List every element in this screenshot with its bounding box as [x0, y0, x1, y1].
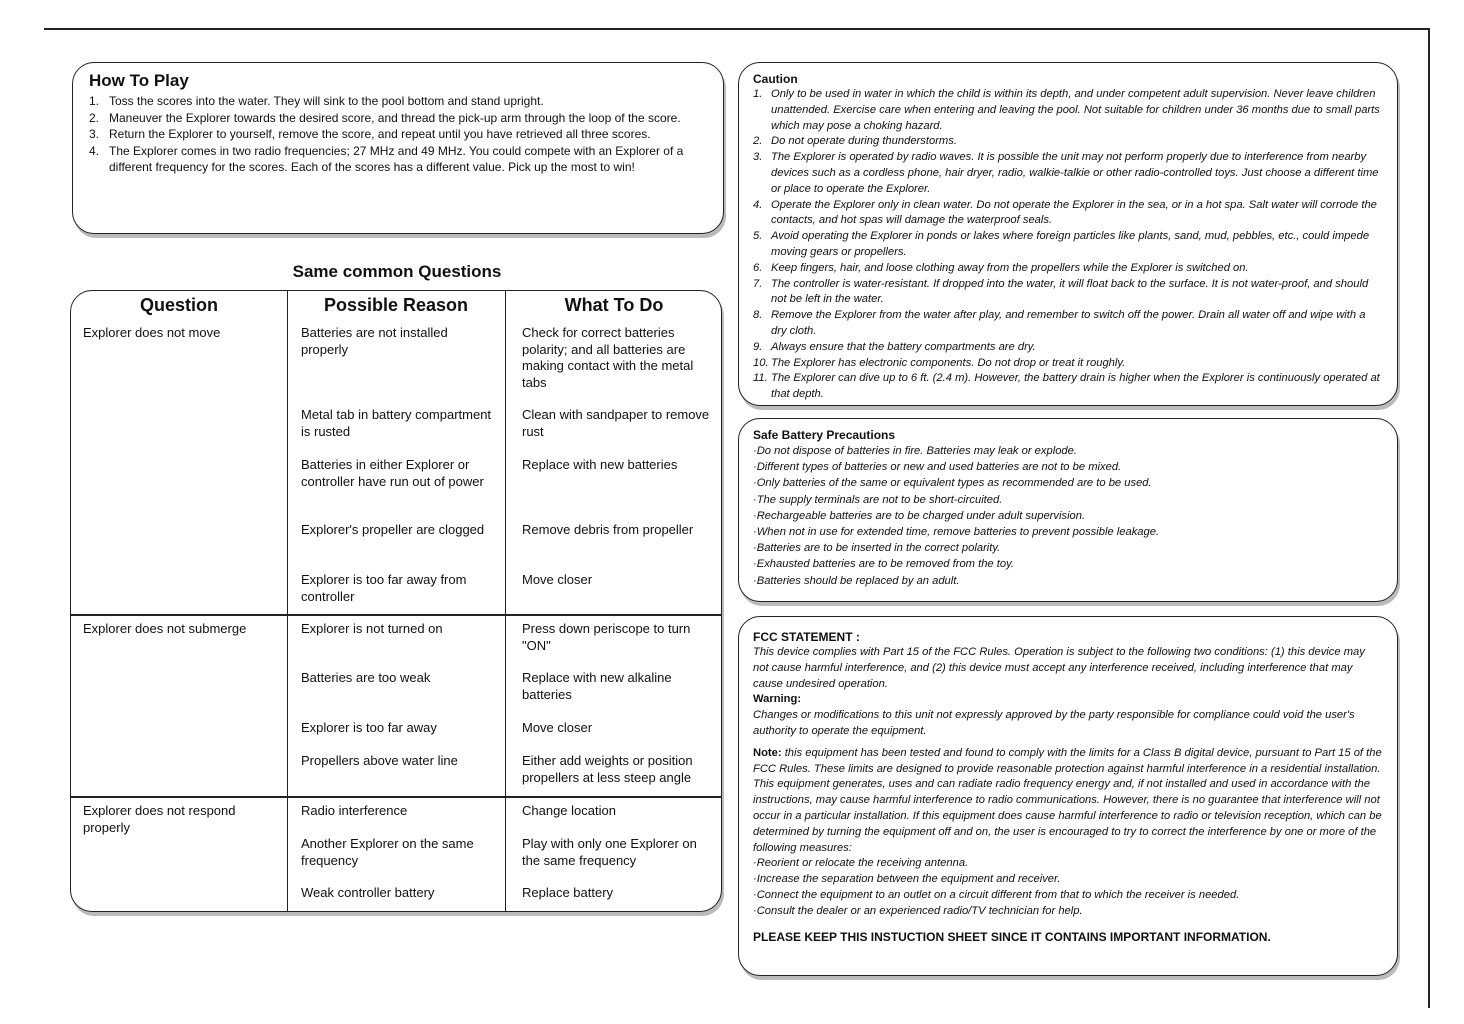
fcc-measure: ·Increase the separation between the equipment and receiver. [753, 873, 1061, 886]
caution-item [753, 356, 1383, 372]
todo-cell: Change location [522, 803, 616, 818]
caution-item [753, 277, 1383, 309]
how-to-play-title: How To Play [89, 71, 189, 90]
caution-number: 5. [753, 230, 763, 243]
fcc-title: FCC STATEMENT : [753, 630, 860, 644]
faq-table [70, 290, 722, 912]
caution-number: 9. [753, 340, 763, 353]
caution-item [753, 198, 1383, 230]
caution-number: 3. [753, 151, 763, 164]
battery-item: ·Rechargeable batteries are to be charged under adult supervision. [753, 509, 1086, 522]
caution-item [753, 308, 1383, 340]
caution-item [753, 229, 1383, 261]
todo-cell: Check for correct batteries polarity; and all batteries are making contact with the metal tabs [522, 325, 694, 390]
caution-number: 11. [753, 372, 768, 385]
battery-title: Safe Battery Precautions [753, 428, 896, 442]
caution-title: Caution [753, 72, 798, 86]
how-to-play-box [72, 62, 724, 234]
caution-text: Do not operate during thunderstorms. [771, 135, 957, 148]
reason-cell: Batteries are too weak [301, 670, 431, 685]
question-cell: Explorer does not submerge [83, 621, 247, 636]
todo-cell: Replace with new alkaline batteries [522, 670, 672, 702]
caution-text: Remove the Explorer from the water after play, and remember to switch off the power. Drain all water off and wipe with a dry cloth. [771, 309, 1366, 337]
header-what-to-do: What To Do [564, 295, 664, 315]
step-text: Return the Explorer to yourself, remove the score, and repeat until you have retrieved all three scores. [109, 127, 651, 141]
caution-number: 2. [753, 135, 763, 148]
question-cell: Explorer does not respond properly [83, 803, 236, 835]
fcc-warning-text: Changes or modifications to this unit not expressly approved by the party responsible for compliance could void the user's authority to operate the equipment. [753, 709, 1355, 737]
battery-item: ·Only batteries of the same or equivalent types as recommended are to be used. [753, 477, 1152, 490]
battery-item: ·Batteries should be replaced by an adult. [753, 574, 960, 587]
battery-item: ·The supply terminals are not to be short-circuited. [753, 493, 1003, 506]
group-divider [71, 796, 721, 798]
column-divider [287, 291, 288, 911]
caution-number: 6. [753, 261, 763, 274]
caution-text: Avoid operating the Explorer in ponds or lakes where foreign particles like plants, sand, mud, pebbles, etc., could impede moving gears or propellers. [771, 230, 1370, 258]
battery-item: ·Exhausted batteries are to be removed from the toy. [753, 558, 1014, 571]
reason-cell: Batteries are not installed properly [301, 325, 448, 357]
caution-item [753, 150, 1383, 197]
faq-title: Same common Questions [292, 262, 502, 281]
step-item [89, 93, 709, 110]
todo-cell: Either add weights or position propellers at less steep angle [522, 753, 693, 785]
reason-cell: Another Explorer on the same frequency [301, 836, 474, 868]
fcc-note-text: this equipment has been tested and found to comply with the limits for a Class B digital device, pursuant to Part 15 of the FCC Rules. These limits are designed to provide reasonable protection against harmful interference in a residential installation. This equipment generates, uses and can radiate radio frequency energy and, if not installed and used in accordance with the instructions, may cause harmful interference to radio communications. However, there is no guarantee that interference will not occur in a particular installation. If this equipment does cause harmful interference to radio or television reception, which can be determined by turning the equipment off and on, the user is encouraged to try to correct the interference by one or more of the following measures: [753, 746, 1382, 854]
reason-cell: Explorer is too far away [301, 720, 437, 735]
fcc-measure: ·Connect the equipment to an outlet on a circuit different from that to which the receiver is needed. [753, 888, 1240, 901]
todo-cell: Move closer [522, 720, 593, 735]
todo-cell: Remove debris from propeller [522, 522, 694, 537]
reason-cell: Propellers above water line [301, 753, 458, 768]
reason-cell: Explorer is not turned on [301, 621, 443, 636]
step-text: Toss the scores into the water. They will sink to the pool bottom and stand upright. [109, 94, 544, 108]
reason-cell: Explorer's propeller are clogged [301, 522, 485, 537]
caution-number: 7. [753, 277, 763, 290]
group-divider [71, 614, 721, 616]
battery-item: ·Do not dispose of batteries in fire. Batteries may leak or explode. [753, 445, 1077, 457]
header-possible-reason: Possible Reason [323, 295, 469, 315]
keep-sheet-notice: PLEASE KEEP THIS INSTUCTION SHEET SINCE IT CONTAINS IMPORTANT INFORMATION. [753, 929, 1271, 944]
reason-cell: Metal tab in battery compartment is rusted [301, 407, 492, 439]
todo-cell: Play with only one Explorer on the same frequency [522, 836, 697, 868]
step-number: 3. [89, 127, 100, 141]
fcc-statement-box [738, 616, 1398, 976]
todo-cell: Press down periscope to turn "ON" [522, 621, 691, 653]
fcc-note-label: Note: [753, 746, 782, 759]
todo-cell: Replace with new batteries [522, 457, 678, 472]
battery-item: ·Different types of batteries or new and used batteries are not to be mixed. [753, 461, 1122, 474]
caution-text: The Explorer can dive up to 6 ft. (2.4 m). However, the battery drain is higher when the Explorer is continuously operated at that depth. [771, 372, 1380, 401]
fcc-measure: ·Consult the dealer or an experienced radio/TV technician for help. [753, 904, 1083, 917]
caution-text: The controller is water-resistant. If dropped into the water, it will float back to the surface. It is not water-proof, and should not be left in the water. [771, 277, 1369, 306]
caution-item [753, 87, 1383, 134]
how-to-play-steps [89, 93, 709, 176]
todo-cell: Replace battery [522, 885, 614, 900]
side-rule [1428, 28, 1430, 1008]
caution-number: 1. [753, 88, 763, 100]
battery-list [753, 443, 1383, 589]
caution-text: The Explorer is operated by radio waves. It is possible the unit may not perform properly due to interference from nearby devices such as a cordless phone, hair dryer, radio, walkie-talkie or other radio-controlled toys. Just choose a different time or place to operate the Explorer. [771, 151, 1379, 195]
fcc-measure: ·Reorient or relocate the receiving antenna. [753, 857, 969, 870]
fcc-warning-label: Warning: [753, 693, 802, 706]
caution-number: 8. [753, 309, 763, 322]
question-cell: Explorer does not move [83, 325, 221, 340]
caution-text: The Explorer has electronic components. Do not drop or treat it roughly. [771, 356, 1126, 369]
caution-item [753, 371, 1383, 403]
caution-text: Operate the Explorer only in clean water. Do not operate the Explorer in the sea, or in a hot spa. Salt water will corrode the contacts, and hot spas will damage the waterproof seals. [771, 198, 1377, 227]
step-number: 4. [89, 143, 100, 158]
step-text: Maneuver the Explorer towards the desired score, and thread the pick-up arm through the loop of the score. [109, 110, 681, 125]
caution-text: Keep fingers, hair, and loose clothing away from the propellers while the Explorer is switched on. [771, 261, 1249, 274]
caution-list [753, 87, 1383, 403]
step-item [89, 126, 709, 143]
reason-cell: Batteries in either Explorer or controller have run out of power [301, 457, 484, 489]
reason-cell: Radio interference [301, 803, 408, 818]
battery-item: ·When not in use for extended time, remove batteries to prevent possible leakage. [753, 526, 1160, 539]
step-item [89, 110, 709, 127]
fcc-statement-text: This device complies with Part 15 of the FCC Rules. Operation is subject to the following two conditions: (1) this device may not cause harmful interference, and (2) this device must accept any interference received, including interference that may cause undesired operation. [753, 646, 1365, 690]
caution-item [753, 261, 1383, 277]
caution-number: 10. [753, 356, 769, 369]
caution-number: 4. [753, 198, 763, 211]
step-text: The Explorer comes in two radio frequencies; 27 MHz and 49 MHz. You could compete with an Explorer of a different frequency for the scores. Each of the scores has a different value. Pick up the most to win! [109, 143, 684, 174]
caution-text: Always ensure that the battery compartments are dry. [771, 340, 1036, 353]
column-divider [505, 291, 506, 911]
todo-cell: Move closer [522, 572, 593, 587]
header-question: Question [139, 295, 218, 315]
battery-item: ·Batteries are to be inserted in the correct polarity. [753, 542, 1001, 555]
reason-cell: Weak controller battery [301, 885, 435, 900]
battery-precautions-box [738, 418, 1398, 602]
caution-item [753, 134, 1383, 150]
fcc-note [753, 746, 1383, 857]
caution-item [753, 340, 1383, 356]
caution-box [738, 62, 1398, 406]
step-number: 1. [89, 94, 100, 108]
caution-text: Only to be used in water in which the child is within its depth, and under competent adult supervision. Never leave children unattended. Exercise care when entering and leaving the pool. Not suitable for children under 36 months due to small parts which may pose a choking hazard. [771, 88, 1380, 132]
top-rule [44, 28, 1430, 30]
step-number: 2. [89, 110, 100, 125]
step-item [89, 143, 709, 176]
reason-cell: Explorer is too far away from controller [301, 572, 467, 604]
todo-cell: Clean with sandpaper to remove rust [522, 407, 710, 439]
